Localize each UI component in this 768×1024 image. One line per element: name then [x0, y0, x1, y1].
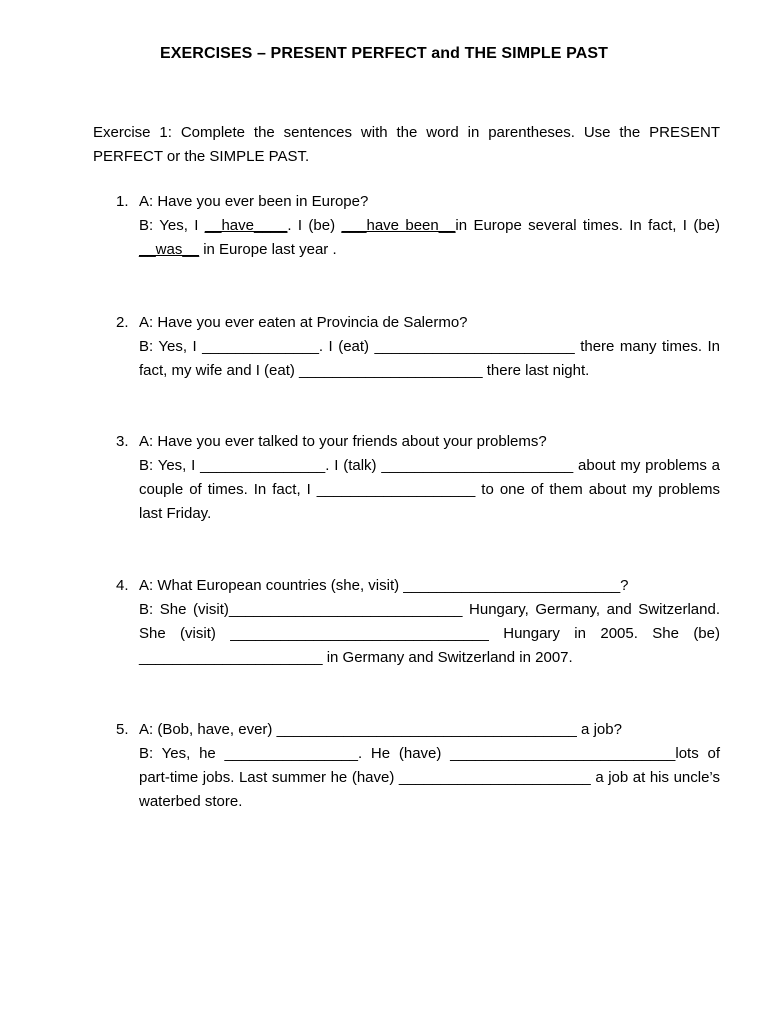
filled-answer: ___have been__ — [341, 217, 456, 234]
item-number: 3. — [116, 433, 129, 450]
exercise-instructions-text: Complete the sentences with the word in parentheses. Use the PRESENT PERFECT or the SIMPLE PAST. — [93, 124, 720, 165]
page-title: EXERCISES – PRESENT PERFECT and THE SIMPLE PAST — [159, 45, 609, 62]
answer-line-b — [139, 214, 720, 262]
answer-text: in Europe several times. In fact, I (be) — [455, 217, 720, 234]
exercise-item-5 — [116, 718, 720, 814]
question-line-a: A: Have you ever been in Europe? — [139, 193, 369, 210]
question-line-a: A: (Bob, have, ever) ____________________________________ a job? — [139, 721, 622, 738]
item-number: 2. — [116, 314, 129, 331]
answer-text: B: Yes, I — [139, 217, 205, 234]
question-line-a: A: What European countries (she, visit) __________________________? — [139, 577, 629, 594]
filled-answer: __was__ — [139, 241, 200, 258]
exercise-item-3 — [116, 430, 720, 526]
answer-text: . I (be) — [287, 217, 342, 234]
item-number: 4. — [116, 577, 129, 594]
answer-line-b: B: Yes, I _______________. I (talk) _______________________ about my problems a couple of times. In fact, I ___________________ to one of them about my problems last Friday. — [139, 457, 720, 522]
question-line-a: A: Have you ever eaten at Provincia de Salermo? — [139, 314, 468, 331]
exercise-label: Exercise 1: — [93, 124, 172, 141]
exercise-item-1 — [116, 190, 720, 262]
exercise-instructions — [93, 121, 720, 169]
answer-line-b: B: Yes, I ______________. I (eat) ________________________ there many times. In fact, my wife and I (eat) ______________________ there last night. — [139, 338, 720, 379]
answer-line-b: B: Yes, he ________________. He (have) ___________________________lots of part-time jobs. Last summer he (have) _______________________ a job at his uncle’s waterbed store. — [139, 745, 720, 810]
answer-text: in Europe last year . — [199, 241, 337, 258]
filled-answer: __have____ — [204, 217, 288, 234]
item-number: 5. — [116, 721, 129, 738]
exercise-item-4 — [116, 574, 720, 670]
item-number: 1. — [116, 193, 129, 210]
answer-line-b: B: She (visit)____________________________ Hungary, Germany, and Switzerland. She (visit) _______________________________ Hungary in 2005. She (be) ______________________ in Germany and Switzerland in 2007. — [139, 601, 720, 666]
exercise-item-2 — [116, 311, 720, 383]
question-line-a: A: Have you ever talked to your friends about your problems? — [139, 433, 547, 450]
